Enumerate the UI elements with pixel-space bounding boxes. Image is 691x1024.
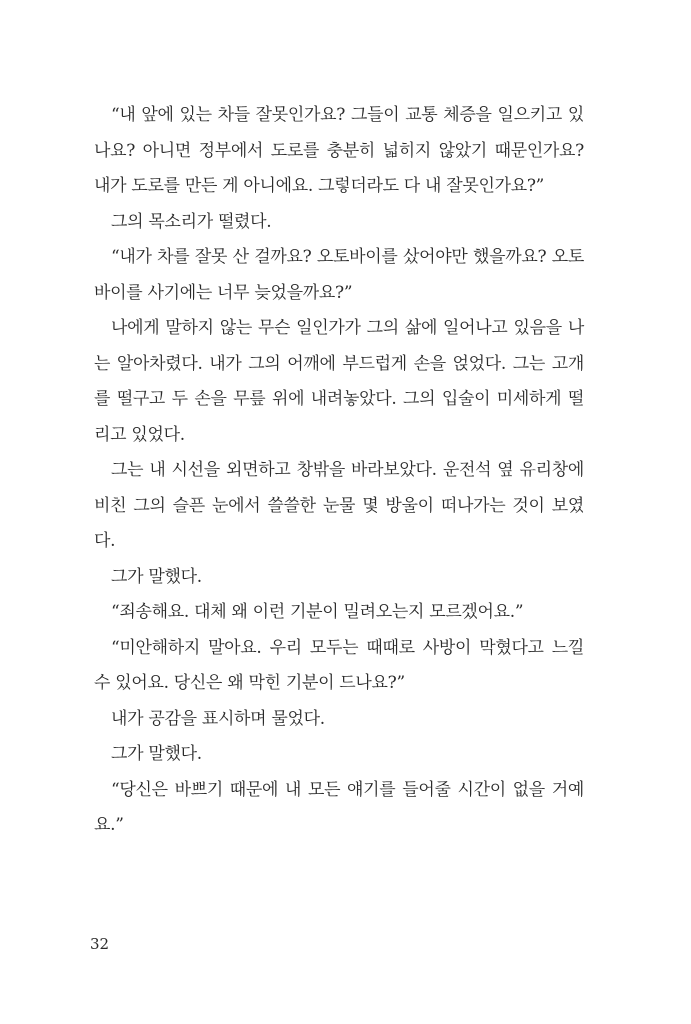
- paragraph: “죄송해요. 대체 왜 이런 기분이 밀려오는지 모르겠어요.”: [111, 602, 524, 622]
- paragraph: 나에게 말하지 않는 무슨 일인가가 그의 삶에 일어나고 있음을 나는 알아차렸다. 내가 그의 어깨에 부드럽게 손을 얹었다. 그는 고개를 떨구고 두 손을 무릎 위에 내려놓았다. 그의 입술이 미세하게 떨리고 있었다.: [94, 318, 584, 445]
- paragraph: 그가 말했다.: [111, 566, 202, 587]
- paragraph: “내 앞에 있는 차들 잘못인가요? 그들이 교통 체증을 일으키고 있나요? 아니면 정부에서 도로를 충분히 넓히지 않았기 때문인가요? 내가 도로를 만든 게 아니에요. 그렇더라도 다 내 잘못인가요?”: [94, 105, 584, 196]
- body-text: [94, 98, 584, 844]
- page-number: 32: [90, 935, 110, 953]
- paragraph: “당신은 바쁘기 때문에 내 모든 얘기를 들어줄 시간이 없을 거예요.”: [94, 779, 584, 835]
- paragraph: 그의 목소리가 떨렸다.: [111, 211, 272, 232]
- paragraph: 내가 공감을 표시하며 물었다.: [111, 708, 325, 729]
- paragraph: 그는 내 시선을 외면하고 창밖을 바라보았다. 운전석 옆 유리창에 비친 그의 슬픈 눈에서 쓸쓸한 눈물 몇 방울이 떠나가는 것이 보였다.: [94, 460, 584, 551]
- paragraph: “내가 차를 잘못 산 걸까요? 오토바이를 샀어야만 했을까요? 오토바이를 사기에는 너무 늦었을까요?”: [94, 247, 584, 303]
- paragraph: 그가 말했다.: [111, 744, 202, 764]
- paragraph: “미안해하지 말아요. 우리 모두는 때때로 사방이 막혔다고 느낄 수 있어요. 당신은 왜 막힌 기분이 드나요?”: [94, 637, 584, 693]
